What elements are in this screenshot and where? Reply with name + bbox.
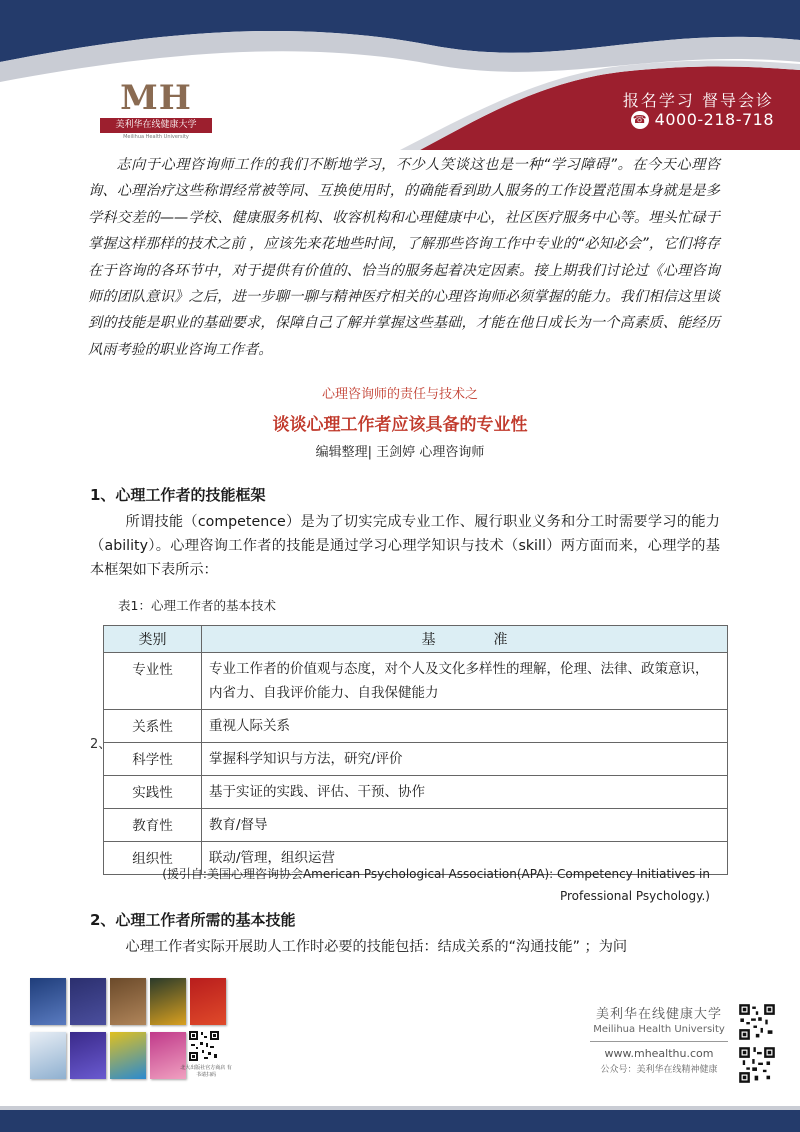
row-basis: 基于实证的实践、评估、干预、协作 — [202, 776, 728, 809]
brand-name-en: Meilihua Health University — [593, 1024, 725, 1035]
book-cover — [70, 978, 106, 1025]
book-cover — [70, 1032, 106, 1079]
row-basis: 教育/督导 — [202, 809, 728, 842]
logo-subtitle: Meilihua Health University — [123, 134, 189, 140]
header-category: 类别 — [104, 626, 202, 653]
article-title: 谈谈心理工作者应该具备的专业性 — [272, 415, 528, 435]
book-gallery — [30, 975, 235, 1090]
row-category: 关系性 — [104, 710, 202, 743]
book-cover — [110, 1032, 146, 1079]
university-logo — [100, 78, 212, 146]
logo-ribbon: 美利华在线健康大学 — [100, 118, 212, 133]
row-basis: 重视人际关系 — [202, 710, 728, 743]
row-category: 专业性 — [104, 653, 202, 710]
table-row — [104, 653, 728, 710]
row-basis: 联动/管理，组织运营 — [202, 842, 728, 875]
row-category: 教育性 — [104, 809, 202, 842]
row-basis: 专业工作者的价值观与态度，对个人及文化多样性的理解，伦理、法律、政策意识，内省力、自我评价能力、自我保健能力 — [202, 653, 728, 710]
table-row — [104, 776, 728, 809]
bookstore-qr-caption: 北大出版社官方商店 有书请扫码 — [180, 1065, 232, 1078]
book-cover — [110, 978, 146, 1025]
wechat-qr-icon — [738, 1046, 776, 1084]
citation-line-1: (援引自:美国心理咨询协会American Psychological Association(APA): Competency Initiatives in — [162, 867, 710, 881]
article-series: 心理咨询师的责任与技术之 — [321, 387, 478, 402]
brand-name-cn: 美利华在线健康大学 — [595, 1007, 722, 1022]
logo-mark: MH — [120, 78, 192, 118]
header-phone — [631, 110, 774, 129]
brand-wechat: 公众号：美利华在线精神健康 — [600, 1065, 718, 1075]
website-qr-icon — [738, 1003, 776, 1041]
section-2-paragraph — [90, 935, 720, 959]
page-header — [0, 0, 800, 150]
row-basis: 掌握科学知识与方法，研究/评价 — [202, 743, 728, 776]
table-header-row — [104, 626, 728, 653]
brand-url: www.mhealthu.com — [604, 1047, 714, 1060]
phone-icon: ☎ — [631, 111, 649, 129]
row-category: 实践性 — [104, 776, 202, 809]
table-row — [104, 809, 728, 842]
article-editor: 编辑整理| 王剑婷 心理咨询师 — [315, 445, 485, 460]
competency-table — [103, 625, 728, 875]
citation-line-2: Professional Psychology.) — [559, 889, 710, 903]
book-cover — [30, 978, 66, 1025]
row-category: 科学性 — [104, 743, 202, 776]
section-2-heading: 2、心理工作者所需的基本技能 — [90, 911, 296, 929]
header-slogan: 报名学习 督导会诊 — [622, 91, 774, 110]
book-cover — [190, 978, 226, 1025]
table-row — [104, 743, 728, 776]
book-cover — [150, 978, 186, 1025]
section-2-text: 心理工作者实际开展助人工作时必要的技能包括：结成关系的“沟通技能” ；为问 — [125, 939, 628, 955]
section-1-heading: 1、心理工作者的技能框架 — [90, 486, 266, 504]
section-1-text: 所谓技能（competence）是为了切实完成专业工作、履行职业义务和分工时需要学习的能力（ability）。心理咨询工作者的技能是通过学习心理学知识与技术（skill）两方面而来，心理学的基本框架如下表所示： — [90, 514, 720, 578]
phone-number: 4000-218-718 — [654, 110, 774, 129]
row-category: 组织性 — [104, 842, 202, 875]
stray-numbering: 2、 — [90, 737, 112, 752]
section-1-paragraph — [90, 510, 720, 582]
header-basis — [202, 626, 728, 653]
book-cover — [30, 1032, 66, 1079]
brand-divider — [590, 1041, 728, 1042]
intro-paragraph — [88, 152, 720, 363]
table-caption: 表1：心理工作者的基本技术 — [118, 598, 276, 613]
table-citation — [150, 863, 710, 907]
bookstore-qr-icon — [188, 1030, 220, 1062]
footer-brand — [590, 1003, 728, 1075]
intro-text: 志向于心理咨询师工作的我们不断地学习，不少人笑谈这也是一种“学习障碍”。在今天心理咨询、心理治疗这些称谓经常被等同、互换使用时，的确能看到助人服务的工作设置范围本身就是是多学科交差的——学校、健康服务机构、收容机构和心理健康中心，社区医疗服务中心等。埋头忙碌于掌握这样那样的技术之前 ，应该先来花地些时间，了解那些咨询工作中专业的“必知必会”，它们将存在于咨询的各环节中，对于提供有价值的、恰当的服务起着决定因素。接上期我们讨论过《心理咨询师的团队意识》之后，进一步聊一聊与精神医疗相关的心理咨询师必须掌握的能力。我们相信这里谈到的技能是职业的基础要求，保障自己了解并掌握这些基础，才能在他日成长为一个高素质、能经历风雨考验的职业咨询工作者。 — [88, 157, 720, 358]
table-row — [104, 710, 728, 743]
footer-band — [0, 1106, 800, 1132]
header-basis-label: 基准 — [421, 632, 566, 648]
